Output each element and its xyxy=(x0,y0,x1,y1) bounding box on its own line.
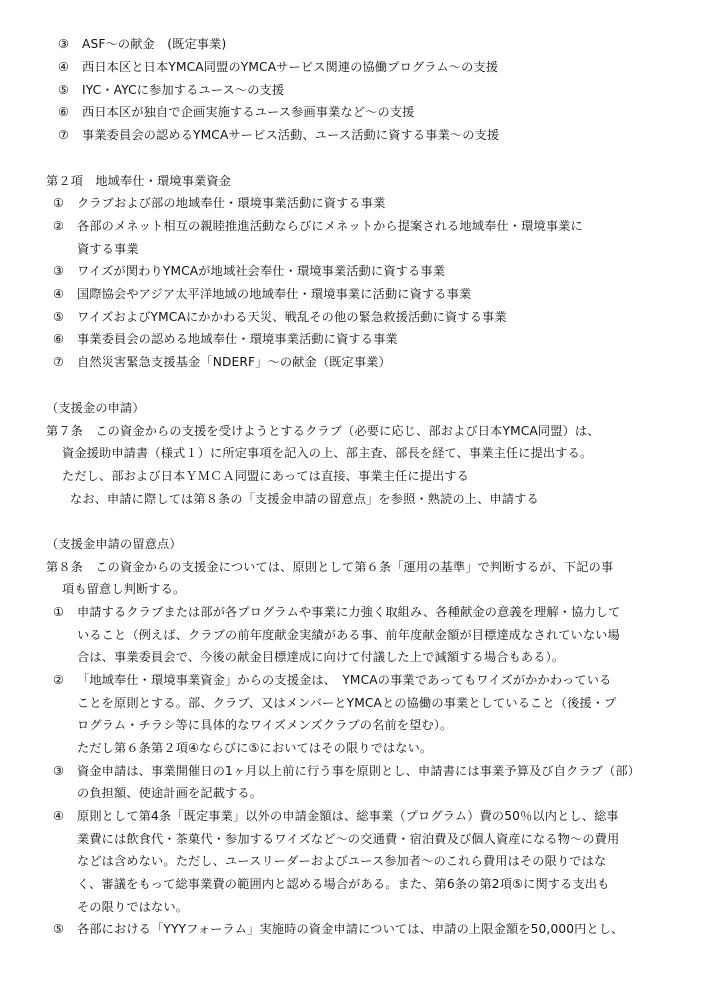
article-title: （支援金の申請） xyxy=(46,401,145,415)
item-text: 資金申請は、事業開催日の1ヶ月以上前に行う事を原則とし、申請書には事業予算及び自クラブ（部） xyxy=(77,764,641,778)
item-text-continuation: ログラム・チラシ等に具体的なワイズメンズクラブの名前を望む）。 xyxy=(77,718,453,732)
item-text: 「地域奉仕・環境事業資金」からの支援金は、 YMCAの事業であってもワイズがかかわっている xyxy=(77,673,612,687)
item-number: ② xyxy=(53,219,65,233)
item-text-continuation: 業費には飲食代・茶菓代・参加するワイズなど～の交通費・宿泊費及び個人資産になる物～の費用 xyxy=(77,832,620,846)
article-text: 第８条 この資金からの支援金については、原則として第６条「運用の基準」で判断するが、下記の事 xyxy=(46,560,614,574)
item-text: 国際協会やアジア太平洋地域の地域奉仕・環境事業に活動に資する事業 xyxy=(77,287,472,301)
item-text: 事業委員会の認めるYMCAサービス活動、ユース活動に資する事業～の支援 xyxy=(82,128,500,142)
item-text-continuation: ただし第６条第２項④ならびに⑤においてはその限りではない。 xyxy=(77,741,433,755)
item-text-continuation: ことを原則とする。部、クラブ、又はメンバーとYMCAとの協働の事業としていること（後援・プ xyxy=(77,696,617,710)
item-number: ⑤ xyxy=(53,922,65,936)
list-item xyxy=(53,215,583,238)
item-number: ④ xyxy=(53,809,65,823)
item-number: ③ xyxy=(58,37,70,51)
item-text: ワイズが関わりYMCAが地域社会奉仕・環境事業活動に資する事業 xyxy=(77,264,446,278)
list-item xyxy=(53,760,640,783)
item-text: IYC・AYCに参加するユース～の支援 xyxy=(82,83,285,97)
list-item xyxy=(58,56,498,79)
list-item xyxy=(58,124,499,147)
article-text: 第７条 この資金からの支援を受けようとするクラブ（必要に応じ、部および日本YMCA同盟）は、 xyxy=(46,424,600,438)
list-item xyxy=(58,33,226,56)
item-number: ① xyxy=(53,196,65,210)
list-item xyxy=(53,328,398,351)
item-number: ⑥ xyxy=(58,105,70,119)
article-title: （支援金申請の留意点） xyxy=(46,537,182,551)
item-text: 各部のメネット相互の親睦推進活動ならびにメネットから提案される地域奉仕・環境事業に xyxy=(77,219,583,233)
item-number: ⑦ xyxy=(53,355,65,369)
list-item xyxy=(53,283,471,306)
item-text-continuation: 資する事業 xyxy=(77,242,139,256)
item-number: ④ xyxy=(58,60,70,74)
article-text: なお、申請に際しては第８条の「支援金申請の留意点」を参照・熟読の上、申請する xyxy=(70,492,539,506)
item-text: 西日本区が独自で企画実施するユース参画事業など～の支援 xyxy=(82,105,415,119)
item-number: ② xyxy=(53,673,65,687)
list-item xyxy=(53,805,619,828)
item-text: 各部における「YYYフォーラム」実施時の資金申請については、申請の上限金額を50,000円とし、 xyxy=(77,922,624,936)
item-text: ASF～の献金 (既定事業) xyxy=(82,37,227,51)
list-item xyxy=(53,601,620,624)
item-number: ⑥ xyxy=(53,332,65,346)
item-text-continuation: 合は、事業委員会で、今後の献金目標達成に向けて付議した上で減額する場合もある）。 xyxy=(77,650,565,664)
item-number: ③ xyxy=(53,764,65,778)
article-text: 資金援助申請書（様式１）に所定事項を記入の上、部主査、部長を経て、事業主任に提出する。 xyxy=(62,446,593,460)
item-text-continuation: その限りではない。 xyxy=(77,900,189,914)
item-text: 事業委員会の認める地域奉仕・環境事業活動に資する事業 xyxy=(77,332,398,346)
list-item xyxy=(53,669,611,692)
item-number: ④ xyxy=(53,287,65,301)
list-item xyxy=(53,351,391,374)
item-text: 申請するクラブまたは部が各プログラムや事業に力強く取組み、各種献金の意義を理解・協力して xyxy=(77,605,621,619)
list-item xyxy=(58,79,284,102)
item-text-continuation: く、審議をもって総事業費の範囲内と認める場合がある。また、第6条の第2項⑤に関する支出も xyxy=(77,877,610,891)
item-text-continuation: などは含めない。ただし、ユースリーダーおよびユース参加者～のこれら費用はその限りではな xyxy=(77,854,607,868)
item-number: ③ xyxy=(53,264,65,278)
item-text-continuation: いること（例えば、クラブの前年度献金実績がある事、前年度献金額が目標達成なされていない場 xyxy=(77,628,620,642)
item-text: 原則として第4条「既定事業」以外の申請金額は、総事業（プログラム）費の50％以内とし、総事 xyxy=(77,809,619,823)
item-number: ① xyxy=(53,605,65,619)
list-item xyxy=(53,918,624,941)
item-text: 西日本区と日本YMCA同盟のYMCAサービス関連の協働プログラム～の支援 xyxy=(82,60,499,74)
list-item xyxy=(53,260,445,283)
list-item xyxy=(53,192,385,215)
item-text-continuation: の負担額、使途計画を記載する。 xyxy=(77,786,263,800)
item-number: ⑦ xyxy=(58,128,70,142)
list-item xyxy=(58,101,415,124)
article-text: 項も留意し判断する。 xyxy=(62,582,186,596)
item-text: 自然災害緊急支援基金「NDERF」～の献金（既定事業） xyxy=(77,355,391,369)
item-number: ⑤ xyxy=(58,83,70,97)
item-text: ワイズおよびYMCAにかかわる天災、戦乱その他の緊急救援活動に資する事業 xyxy=(77,310,507,324)
item-number: ⑤ xyxy=(53,310,65,324)
section-heading: 第２項 地域奉仕・環境事業資金 xyxy=(46,174,232,188)
article-text: ただし、部および日本ＹＭＣＡ同盟にあっては直接、事業主任に提出する xyxy=(62,469,470,483)
list-item xyxy=(53,306,507,329)
item-text: クラブおよび部の地域奉仕・環境事業活動に資する事業 xyxy=(77,196,386,210)
